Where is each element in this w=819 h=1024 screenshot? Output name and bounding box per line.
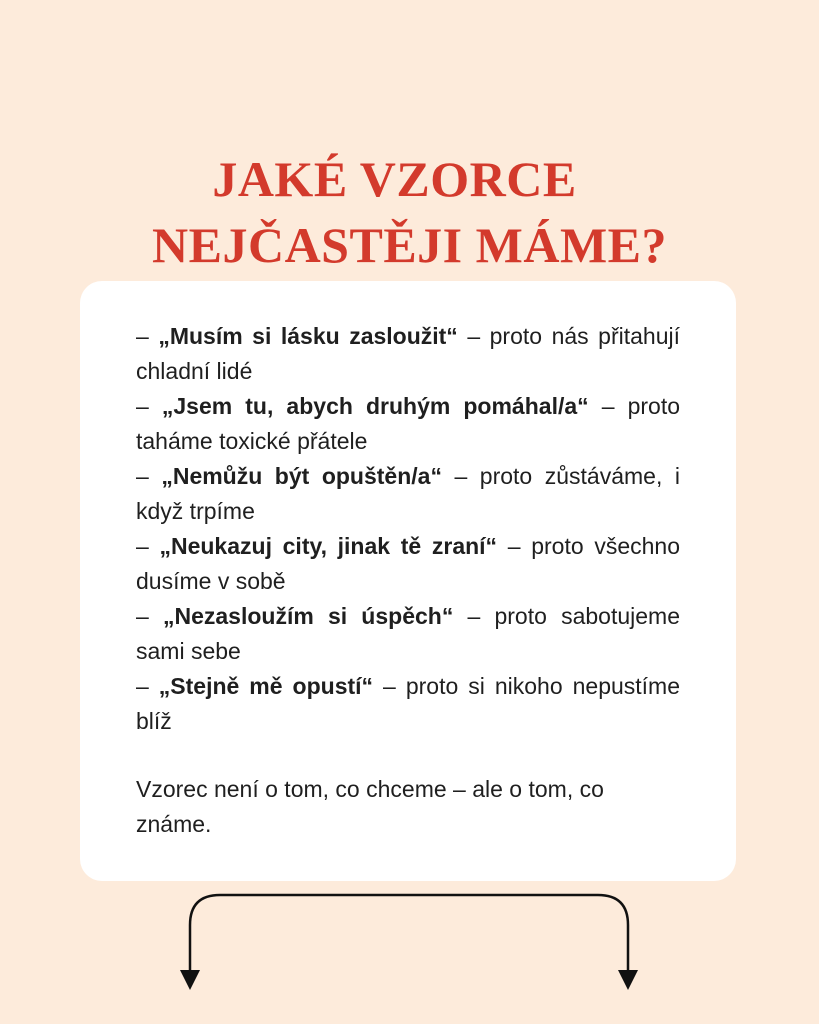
arrow-down-icon [618,970,638,990]
connector-line [190,895,628,972]
title-line-1: JAKÉ VZORCE [212,150,577,207]
item-quote: „Jsem tu, abych druhým pomáhal/a“ [161,393,589,419]
item-text: – proto sabotujeme sami sebe [136,603,680,664]
item-dash: – [136,603,163,629]
arrow-down-icon [180,970,200,990]
item-dash: – [136,673,159,699]
item-quote: „Stejně mě opustí“ [158,673,374,699]
item-text: – proto zůstáváme, i když trpíme [136,463,680,524]
item-text: – proto taháme toxické přátele [136,393,681,454]
item-dash: – [136,393,162,419]
item-text: – proto všechno dusíme v sobě [136,533,680,594]
item-text: – proto si nikoho nepustíme blíž [136,673,681,734]
item-quote: „Musím si lásku zasloužit“ [158,323,458,349]
closing-text: Vzorec není o tom, co chceme – ale o tom, co známe. [136,776,604,837]
item-quote: „Nezasloužím si úspěch“ [162,603,454,629]
item-dash: – [136,533,160,559]
item-quote: „Nemůžu být opuštěn/a“ [161,463,442,489]
item-dash: – [136,323,159,349]
item-dash: – [136,463,162,489]
title-line-2: NEJČASTĚJI MÁME? [152,216,667,273]
item-quote: „Neukazuj city, jinak tě zraní“ [159,533,498,559]
item-text: – proto nás přitahují chladní lidé [136,323,680,384]
